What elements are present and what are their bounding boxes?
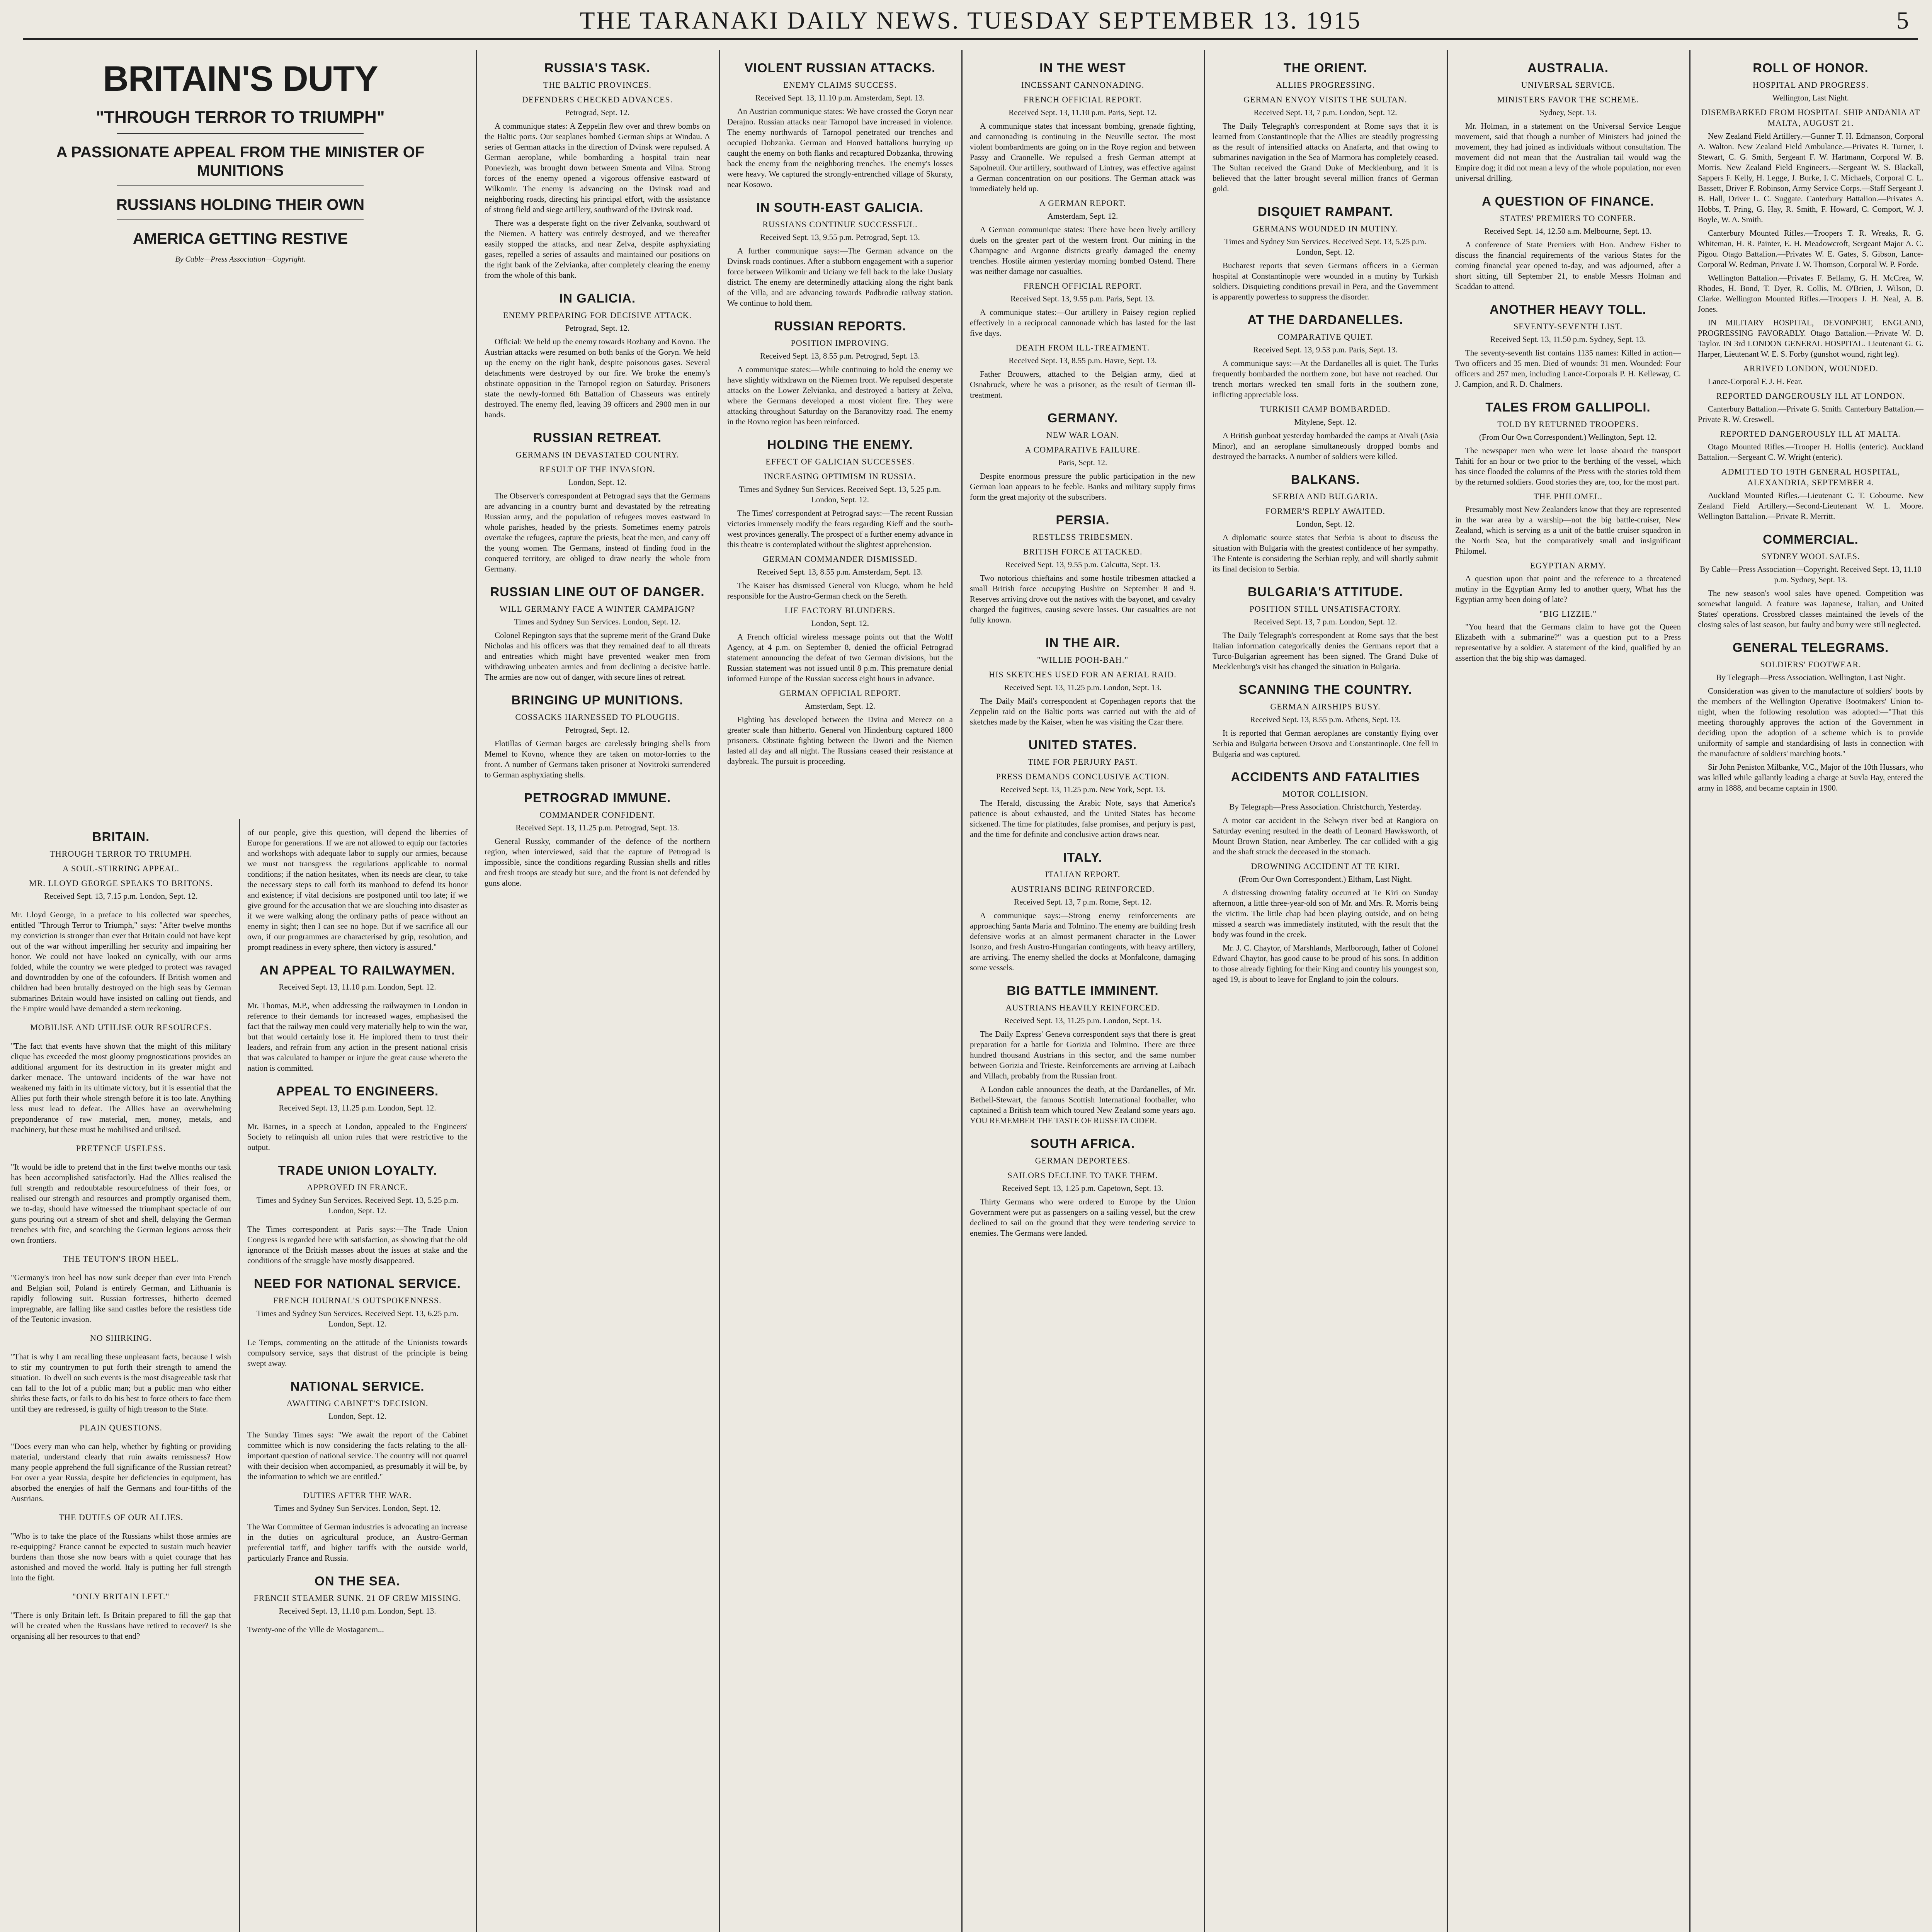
britain-sub2: A SOUL-STIRRING APPEAL. xyxy=(62,864,180,873)
galicia-sub: ENEMY PREPARING FOR DECISIVE ATTACK. xyxy=(503,310,692,320)
french-report-dateline: Received Sept. 13, 9.55 p.m. Paris, Sept. 13. xyxy=(1010,294,1155,303)
footballer-text: A London cable announces the death, at the Dardanelles, of Mr. Bethell-Stewart, the famous Scottish International footballer, who captained a British team which toured New Zealand some years ago. YOU REMEMBER THE TASTE OF RUSSETA CIDER. xyxy=(970,1085,1196,1125)
roll-arrived-text: Lance-Corporal F. J. H. Fear. xyxy=(1708,377,1803,386)
battle-heading: BIG BATTLE IMMINENT. xyxy=(1007,983,1159,998)
duties-after-war-text: The War Committee of German industries is advocating an increase in the duties on agricultural produce, an Austro-German preferential tariff, and higher tariffs with the outside world, particularly France and Russia. xyxy=(247,1522,468,1563)
italy-sub2: AUSTRIANS BEING REINFORCED. xyxy=(1010,884,1155,894)
turkish-camp-text: A British gunboat yesterday bombarded the camps at Aivali (Asia Minor), and an aeroplane simultaneously dropped bombs and destroyed the barracks. A number of soldiers were killed. xyxy=(1213,431,1438,461)
galicia-heading: IN GALICIA. xyxy=(559,291,636,305)
general-telegrams-dateline: By Telegraph—Press Association. Wellington, Last Night. xyxy=(1716,673,1905,682)
lie-factory-text: A French official wireless message points out that the Wolff Agency, at 4 p.m. on September 8, denied the official Petrograd statement announcing the defeat of two German divisions, but the Russian statement was not issued until 8 p.m. This premature denial informed Europe of the Russian success eight hours in advance. xyxy=(727,632,953,683)
russian-line-sub: WILL GERMANY FACE A WINTER CAMPAIGN? xyxy=(499,604,696,614)
national-service-need-sub: FRENCH JOURNAL'S OUTSPOKENNESS. xyxy=(273,1296,442,1305)
roll-danger-london-text: Canterbury Battalion.—Private G. Smith. Canterbury Battalion.—Private R. W. Creswell. xyxy=(1698,404,1923,424)
russian-line-heading: RUSSIAN LINE OUT OF DANGER. xyxy=(490,585,705,599)
philomel-heading: THE PHILOMEL. xyxy=(1534,492,1602,501)
persia-text: Two notorious chieftains and some hostile tribesmen attacked a small British force occupying Bushire on September 8 and 9. Reserves arriving drove out the natives with the bayonet, and cavalry charged the fugitives, causing severe losses. Our casualties are not fully known. xyxy=(970,573,1196,624)
persia-sub: RESTLESS TRIBESMEN. xyxy=(1032,532,1133,542)
rampant-heading: DISQUIET RAMPANT. xyxy=(1257,204,1393,219)
egyptian-army-heading: EGYPTIAN ARMY. xyxy=(1530,561,1606,570)
south-africa-heading: SOUTH AFRICA. xyxy=(1030,1136,1135,1151)
germany-sub2: A COMPARATIVE FAILURE. xyxy=(1025,445,1141,454)
orient-sub2: GERMAN ENVOY VISITS THE SULTAN. xyxy=(1243,95,1407,104)
west-dateline: Received Sept. 13, 11.10 p.m. Paris, Sept. 12. xyxy=(1009,108,1157,117)
russian-retreat-heading: RUSSIAN RETREAT. xyxy=(533,430,662,445)
gallipoli-heading: TALES FROM GALLIPOLI. xyxy=(1485,400,1651,414)
west-sub2: FRENCH OFFICIAL REPORT. xyxy=(1024,95,1142,104)
russia-dateline: Petrograd, Sept. 12. xyxy=(565,108,630,117)
general-telegrams-text2: Sir John Peniston Milbanke, V.C., Major of the 10th Hussars, who was killed while gallantly leading a charge at Suvla Bay, entered the army in 1888, and became captain in 1900. xyxy=(1698,762,1923,793)
britain-heading: BRITAIN. xyxy=(92,830,150,844)
national-service-dateline: London, Sept. 12. xyxy=(328,1412,386,1421)
lead-title: BRITAIN'S DUTY xyxy=(103,59,378,99)
russia-sub2: DEFENDERS CHECKED ADVANCES. xyxy=(522,95,673,104)
turkish-camp-dateline: Mitylene, Sept. 12. xyxy=(1294,417,1357,427)
britain-text4: "Germany's iron heel has now sunk deeper than ever into French and Belgian soil, Poland is entirely German, and Lithuania is rapidly following suit. Russian fortresses, hitherto deemed impregnable, are falling like sand castles before the resistless tide of the Teutonic invasion. xyxy=(11,1273,231,1324)
finance-heading: A QUESTION OF FINANCE. xyxy=(1481,194,1655,208)
accidents-heading: ACCIDENTS AND FATALITIES xyxy=(1231,770,1420,784)
bulgaria-dateline: Received Sept. 13, 7 p.m. London, Sept. 12. xyxy=(1253,617,1397,626)
australia-heading: AUSTRALIA. xyxy=(1527,61,1609,75)
death-heading: DEATH FROM ILL-TREATMENT. xyxy=(1015,343,1150,352)
heavy-toll-dateline: Received Sept. 13, 11.50 p.m. Sydney, Sept. 13. xyxy=(1490,335,1646,344)
galicia-dateline: Petrograd, Sept. 12. xyxy=(565,323,630,333)
on-the-sea-text: Twenty-one of the Ville de Mostaganem... xyxy=(247,1625,384,1634)
galicia-text: Official: We held up the enemy towards Rozhany and Kovno. The Austrian attacks were resumed on both banks of the Goryn. We held up the enemy on the right bank, despite poisonous gases. Several detachments were destroyed by our fire. We broke the enemy's obstinate opposition in the Tarnopol region on Saturday. Prisoners state the newly-formed 6th Battalion of Chasseurs was entirely destroyed. The enemy fled, leaving 39 officers and 2900 men in our hands. xyxy=(485,337,710,419)
munitions-dateline: Petrograd, Sept. 12. xyxy=(565,725,630,735)
national-service-need-dateline: Times and Sydney Sun Services. Received Sept. 13, 6.25 p.m. London, Sept. 12. xyxy=(256,1309,459,1328)
west-text: A communique states that incessant bombing, grenade fighting, and cannonading is continuing in the Neuville sector. The most violent bombardments are going on in the Roye region and between Passy and Craonelle. We repulsed a fresh German attempt at Sapolneuil. Our artillery, southward of Lintrey, was effective against a German concentration on our positions. The German attack was immediately held up. xyxy=(970,121,1196,193)
south-africa-dateline: Received Sept. 13, 1.25 p.m. Capetown, Sept. 13. xyxy=(1002,1184,1163,1193)
dardanelles-sub: COMPARATIVE QUIET. xyxy=(1277,332,1373,342)
britain-text9: of our people, give this question, will depend the liberties of Europe for generations. If we are not allowed to equip our factories and workshops with adequate labor to supply our armies, because we must not transgress the regulations applicable to normal conditions; if the nation hesitates, when its needs are clear, to take the necessary steps to call forth its manhood to defend its honor and existence; if vital decisions are postponed until too late; if we give ground for the accusation that we are slouching into disaster as if we were walking along the ordinary paths of peace without an enemy in sight; then I can see no hope. But if we sacrifice all our own, if our programmes are characterised by grip, resolution, and prompt readiness in every sphere, then victory is assured." xyxy=(247,828,468,952)
gallipoli-dateline: (From Our Own Correspondent.) Wellington, Sept. 12. xyxy=(1479,432,1657,442)
finance-text: A conference of State Premiers with Hon. Andrew Fisher to discuss the financial requirements of the various States for the coming financial year opened to-day, and was adjourned, after a short sitting, till September 21, to enable Messrs Holman and Scaddan to attend. xyxy=(1455,240,1681,291)
masthead-title: THE TARANAKI DAILY NEWS. TUESDAY SEPTEMBER 13. 1915 xyxy=(580,7,1362,34)
german-report-dateline: Amsterdam, Sept. 12. xyxy=(1047,211,1118,221)
violent-sub: ENEMY CLAIMS SUCCESS. xyxy=(783,80,897,90)
italy-dateline: Received Sept. 13, 7 p.m. Rome, Sept. 12. xyxy=(1014,897,1151,906)
us-text: The Herald, discussing the Arabic Note, says that America's patience is about exhausted, and the United States has become sickened. The time for platitudes, false promises, and perjury is past, and the time for definite and conclusive action draws near. xyxy=(970,798,1196,839)
air-sub: "WILLIE POOH-BAH." xyxy=(1037,655,1129,665)
heavy-toll-text: The seventy-seventh list contains 1135 names: Killed in action—Two officers and 35 men. Died of wounds: 31 men. Wounded: Four officers and 257 men, including Lance-Corporals P. H. Kelleway, C. J. Campion, and R. D. Chalmers. xyxy=(1455,348,1681,389)
persia-dateline: Received Sept. 13, 9.55 p.m. Calcutta, Sept. 13. xyxy=(1005,560,1160,569)
us-sub2: PRESS DEMANDS CONCLUSIVE ACTION. xyxy=(996,772,1170,781)
scanning-text: It is reported that German aeroplanes are constantly flying over Serbia and Bulgaria between Orsova and Constantinople. One fell in Bulgaria and was captured. xyxy=(1213,728,1438,759)
britain-text6: "Does every man who can help, whether by fighting or providing material, understand clearly that ruin awaits remissness? How many people apprehend the full significance of the Russian retreat? For over a year Russia, despite her deficiencies in equipment, has absorbed the energies of half the Germans and four-fifths of the Austrians. xyxy=(11,1442,231,1503)
australia-dateline: Sydney, Sept. 13. xyxy=(1539,108,1597,117)
roll-danger-malta-text: Otago Mounted Rifles.—Trooper H. Hollis (enteric). Auckland Battalion.—Sergeant C. W. Wright (enteric). xyxy=(1698,442,1923,462)
balkans-heading: BALKANS. xyxy=(1291,472,1360,486)
australia-text: Mr. Holman, in a statement on the Universal Service League movement, said that though a number of Ministers had joined the movement, they had joined as individuals without consultation. The movement did not mean that the Australian tail would wag the Empire dog; it did not mean a levy of the whole population, nor even universal drilling. xyxy=(1455,121,1681,183)
violent-dateline: Received Sept. 13, 11.10 p.m. Amsterdam, Sept. 13. xyxy=(755,93,925,102)
italy-sub: ITALIAN REPORT. xyxy=(1045,869,1121,879)
britain-only: "ONLY BRITAIN LEFT." xyxy=(72,1592,170,1601)
bulgaria-text: The Daily Telegraph's correspondent at Rome says that the best Italian information categorically denies the Germans report that a Turco-Bulgarian agreement has been signed. The Grand Duke of Mecklenburg's visit has changed the situation in Bulgaria. xyxy=(1213,631,1438,671)
battle-text: The Daily Express' Geneva correspondent says that there is great preparation for a battle for Gorizia and Tolmino. There are three hundred thousand Austrians in this sector, and the same number between Gorizia and Trieste. Reinforcements are arriving at Laibach and Villach, probably from the Russian front. xyxy=(970,1029,1196,1080)
big-lizzie-text: "You heard that the Germans claim to have got the Queen Elizabeth with a submarine?" was a question put to a Press representative by a soldier. A statement of the kind, qualified by an assertion that the big ship was damaged. xyxy=(1455,622,1681,663)
holding-dateline: Times and Sydney Sun Services. Received Sept. 13, 5.25 p.m. London, Sept. 12. xyxy=(739,485,941,504)
petrograd-immune-dateline: Received Sept. 13, 11.25 p.m. Petrograd, Sept. 13. xyxy=(515,823,679,832)
britain-plain: PLAIN QUESTIONS. xyxy=(80,1423,162,1432)
trade-union-text: The Times correspondent at Paris says:—The Trade Union Congress is regarded here with satisfaction, as showing that the old ignorance of the British masses about the issues at stake and the conditions of the struggle have mostly disappeared. xyxy=(247,1225,468,1265)
russian-reports-text: A communique states:—While continuing to hold the enemy we have slightly withdrawn on the Niemen front. We repulsed desperate attacks on the Lower Zelvianka, and destroyed a battery at Zelva, where the Germans developed a most violent fire. They were attacking throughout Saturday on the Baranovitzy road. The enemy in the Rovno region has been reinforced. xyxy=(727,365,953,426)
roll-disembarked: DISEMBARKED FROM HOSPITAL SHIP ANDANIA AT MALTA, AUGUST 21. xyxy=(1701,107,1920,128)
page-number: 5 xyxy=(1896,7,1910,34)
holding-sub: EFFECT OF GALICIAN SUCCESSES. xyxy=(765,457,915,466)
german-official-text: Fighting has developed between the Dvina and Merecz on a greater scale than hitherto. General von Hindenburg captured 1800 prisoners. Obstinate fighting between the Dwori and the Niemen lasted all day and all night. The Russians ceased their resistance at daybreak. The pursuit is proceeding. xyxy=(727,715,953,766)
roll-column xyxy=(1692,50,1929,1932)
air-sub2: HIS SKETCHES USED FOR AN AERIAL RAID. xyxy=(989,670,1177,679)
roll-sub: HOSPITAL AND PROGRESS. xyxy=(1753,80,1869,90)
general-telegrams-heading: GENERAL TELEGRAMS. xyxy=(1732,640,1889,655)
roll-heading: ROLL OF HONOR. xyxy=(1753,61,1869,75)
chaytor-text: Mr. J. C. Chaytor, of Marshlands, Marlborough, father of Colonel Edward Chaytor, has good cause to be proud of his sons. In addition to those already fighting for their King and country his youngest son, aged 19, is about to leave for England to join the colours. xyxy=(1213,943,1438,984)
britain-duties: THE DUTIES OF OUR ALLIES. xyxy=(58,1512,184,1522)
balkans-sub2: FORMER'S REPLY AWAITED. xyxy=(1265,506,1386,516)
rampant-text: Bucharest reports that seven Germans officers in a German hospital at Constantinople were wounded in a mutiny by Turkish soldiers. Disquieting conditions prevail in Pera, and the Government is apparently powerless to suppress the disorder. xyxy=(1213,261,1438,301)
french-report-heading: FRENCH OFFICIAL REPORT. xyxy=(1024,281,1142,291)
german-report-text: A German communique states: There have been lively artillery duels on the greater part of the western front. Our mining in the Champagne and Argonne districts greatly damaged the enemy trenches. Hostile airmen yesterday morning bombed Ostend. There was neither damage nor casualties. xyxy=(970,225,1196,276)
trade-union-dateline: Times and Sydney Sun Services. Received Sept. 13, 5.25 p.m. London, Sept. 12. xyxy=(256,1196,459,1215)
rampant-dateline: Times and Sydney Sun Services. Received Sept. 13, 5.25 p.m. London, Sept. 12. xyxy=(1224,237,1427,257)
russia-heading: RUSSIA'S TASK. xyxy=(544,61,651,75)
russia-text1: A communique states: A Zeppelin flew over and threw bombs on the Baltic ports. Our seaplanes bombed German ships at Windau. A series of German attacks in the direction of Dvinsk were repulsed. A German aeroplane, while bombarding a hospital train near Poneviezh, was brought down between Smenta and Vilna. Strong forces of the enemy opened a vigorous offensive eastward of Wilkomir. The enemy is advancing on the Dvinsk road and neighboring roads, directing his principal effort, with the assistance of strong field and siege artillery, southward of the Dvinsk road. xyxy=(485,121,710,214)
britain-text3: "It would be idle to pretend that in the first twelve months our task has been accomplished satisfactorily. Had the Allies realised the full strength and redoubtable resourcefulness of their foes, or realised our strength and resources and promptly organised them, we to-day, should have witnessed the triumphant spectacle of our guns pouring out a stream of shot and shell, delaying the German trenches with fire, and scorching the German legions across their own frontiers. xyxy=(11,1162,231,1245)
lead-subtitle-russians: RUSSIANS HOLDING THEIR OWN xyxy=(116,196,365,213)
roll-alexandria: ADMITTED TO 19TH GENERAL HOSPITAL, ALEXANDRIA, SEPTEMBER 4. xyxy=(1721,467,1900,487)
french-report-text: A communique states:—Our artillery in Paisey region replied effectively in a reciprocal cannonade which has lasted for the last five days. xyxy=(970,308,1196,338)
west-heading: IN THE WEST xyxy=(1039,61,1126,75)
us-heading: UNITED STATES. xyxy=(1028,738,1137,752)
se-galicia-dateline: Received Sept. 13, 9.55 p.m. Petrograd, Sept. 13. xyxy=(760,233,920,242)
roll-text4: Wellington Battalion.—Privates F. Bellamy, G. H. McCrea, W. Rhodes, H. Bond, T. Dyer, R. Collis, M. O'Brien, J. Wilson, D. Clarke. Wellington Mounted Rifles.—Troopers J. H. Neal, A. B. Jones. xyxy=(1698,273,1923,314)
orient-heading: THE ORIENT. xyxy=(1283,61,1367,75)
railwaymen-heading: AN APPEAL TO RAILWAYMEN. xyxy=(259,963,456,977)
railwaymen-text: Mr. Thomas, M.P., when addressing the railwaymen in London in reference to their demands for increased wages, emphasised the fact that the railway men could very materially help to win the war, but that would certainly lose it. He implored them to trust their leaders, and refrain from any action in the present national crisis that was calculated to hamper or injure the great cause whereto the nation is committed. xyxy=(247,1001,468,1073)
munitions-sub: COSSACKS HARNESSED TO PLOUGHS. xyxy=(515,712,680,722)
engineers-text: Mr. Barnes, in a speech at London, appealed to the Engineers' Society to relinquish all union rules that were restrictive to the output. xyxy=(247,1122,468,1152)
holding-text: The Times' correspondent at Petrograd says:—The recent Russian victories immensely modify the fears regarding Kieff and the south-west provinces generally. The prospect of a further enemy advance in this theatre is contemplated without the slightest apprehension. xyxy=(727,509,953,549)
german-report-heading: A GERMAN REPORT. xyxy=(1039,198,1126,208)
philomel-text: Presumably most New Zealanders know that they are represented in the war area by a warship—not the big battle-cruiser, New Zealand, which is serving as a unit of the battle cruiser squadron in the North Sea, but the comparatively small and insignificant Philomel. xyxy=(1455,505,1681,556)
italy-heading: ITALY. xyxy=(1063,850,1102,864)
finance-sub: STATES' PREMIERS TO CONFER. xyxy=(1500,213,1636,223)
britain-sub3: MR. LLOYD GEORGE SPEAKS TO BRITONS. xyxy=(29,878,213,888)
britain-subcolumn-left xyxy=(11,819,231,1650)
se-galicia-sub: RUSSIANS CONTINUE SUCCESSFUL. xyxy=(762,219,918,229)
accidents-text: A motor car accident in the Selwyn river bed at Rangiora on Saturday evening resulted in the death of Leonard Hawksworth, of Mount Brown Station, near Amberley. The car collided with a gig and the shaft struck the deceased in the stomach. xyxy=(1213,816,1438,856)
se-galicia-text: A further communique says:—The German advance on the Dvinsk roads continues. After a stubborn engagement with a superior force between Wilkomir and Uciany we fell back to the lake Dusiaty district. The enemy are determinedly attacking along the right bank of the Villa, and are advancing towards Podbrodie railway station. We continue to hold them. xyxy=(727,246,953,308)
roll-text5: IN MILITARY HOSPITAL, DEVONPORT, ENGLAND, PROGRESSING FAVORABLY. Otago Battalion.—Private W. D. Taylor. IN 3rd LONDON GENERAL HOSPITAL. Lieutenant G. G. Harper, Lieutenant W. E. S. Forby (gunshot wound, right leg). xyxy=(1698,318,1923,359)
dardanelles-dateline: Received Sept. 13, 9.53 p.m. Paris, Sept. 13. xyxy=(1253,345,1398,354)
lie-factory-dateline: London, Sept. 12. xyxy=(811,619,869,628)
duties-after-war-dateline: Times and Sydney Sun Services. London, Sept. 12. xyxy=(274,1503,441,1513)
britain-text5: "That is why I am recalling these unpleasant facts, because I wish to stir my countrymen to put forth their strength to amend the situation. To dwell on such events is the most disagreeable task that can fall to the lot of a public man; but a public man who either shirks these facts, or fails to do his best to force others to face them until they are redressed, is guilty of high treason to the State. xyxy=(11,1352,231,1413)
orient-dateline: Received Sept. 13, 7 p.m. London, Sept. 12. xyxy=(1253,108,1397,117)
germany-text: Despite enormous pressure the public participation in the new German loan appears to be feeble. Banks and military supply firms form the great majority of the subscribers. xyxy=(970,471,1196,502)
rampant-sub: GERMANS WOUNDED IN MUTINY. xyxy=(1252,224,1398,233)
russia-column xyxy=(479,50,716,1932)
holding-sub2: INCREASING OPTIMISM IN RUSSIA. xyxy=(764,471,917,481)
germany-heading: GERMANY. xyxy=(1047,411,1118,425)
britain-pretence: PRETENCE USELESS. xyxy=(76,1143,166,1153)
on-the-sea-dateline: Received Sept. 13, 11.10 p.m. London, Sept. 13. xyxy=(279,1606,436,1616)
violent-attacks-column xyxy=(722,50,958,1932)
dismissed-dateline: Received Sept. 13, 8.55 p.m. Amsterdam, Sept. 13. xyxy=(757,567,923,577)
german-official-heading: GERMAN OFFICIAL REPORT. xyxy=(779,688,901,698)
dardanelles-heading: AT THE DARDANELLES. xyxy=(1247,313,1403,327)
trade-union-sub: APPROVED IN FRANCE. xyxy=(307,1182,408,1192)
violent-text: An Austrian communique states: We have crossed the Goryn near Derajno. Russian attacks near Tarnopol have increased in violence. The enemy northwards of Tarnopol penetrated our trenches and occupied Dobzanka. German and Honved battalions hurrying up caught the enemy on both flanks and recaptured Dobzanka, throwing back the enemy from the neighboring trenches. The enemy's losses were heavy. We captured the strongly-entrenched village of Skuraty, near Kosowo. xyxy=(727,107,953,189)
death-dateline: Received Sept. 13, 8.55 p.m. Havre, Sept. 13. xyxy=(1009,356,1157,365)
railwaymen-dateline: Received Sept. 13, 11.10 p.m. London, Sept. 12. xyxy=(279,982,436,992)
britain-text8: "There is only Britain left. Is Britain prepared to fill the gap that will be created when the Russians have retired to recover? Is she organising all her resources to that end? xyxy=(11,1611,231,1641)
holding-heading: HOLDING THE ENEMY. xyxy=(767,437,913,452)
masthead xyxy=(23,3,1918,40)
russian-reports-sub: POSITION IMPROVING. xyxy=(791,338,889,348)
roll-alexandria-text: Auckland Mounted Rifles.—Lieutenant C. T. Cobourne. New Zealand Field Artillery.—Second-Lieutenant W. L. Moore. Wellington Battalion.—Private R. Merritt. xyxy=(1698,491,1923,521)
general-telegrams-sub: SOLDIERS' FOOTWEAR. xyxy=(1760,660,1861,669)
south-africa-text: Thirty Germans who were ordered to Europe by the Union Government were put as passengers on a sailing vessel, but the crew declined to sail on the ground that they were tendering service to enemies. The Germans were landed. xyxy=(970,1197,1196,1238)
germany-dateline: Paris, Sept. 12. xyxy=(1058,458,1107,467)
persia-sub2: BRITISH FORCE ATTACKED. xyxy=(1023,547,1143,556)
australia-sub: UNIVERSAL SERVICE. xyxy=(1521,80,1615,90)
australia-sub2: MINISTERS FAVOR THE SCHEME. xyxy=(1497,95,1639,104)
australia-column xyxy=(1450,50,1686,1932)
britain-text7: "Who is to take the place of the Russians whilst those armies are re-equipping? France cannot be expected to sustain much heavier burdens than those she now bears with a quiet courage that has astonished and moved the world. Italy is putting her full strength into the fight. xyxy=(11,1531,231,1582)
dismissed-text: The Kaiser has dismissed General von Kluego, whom he held responsible for the Austro-German check on the Sereth. xyxy=(727,581,953,600)
russia-text2: There was a desperate fight on the river Zelvanka, southward of the Niemen. A battery was entirely destroyed, and we thereafter easily stopped the attacks, and near Zelva, despite asphyxiating gases, repelled a series of assaults and maintained our positions on the right bank of the Zelvianka, after completely clearing the enemy from the whole of this bank. xyxy=(485,218,710,280)
russian-line-text: Colonel Repington says that the supreme merit of the Grand Duke Nicholas and his officers was that they remained deaf to all threats and entreaties which might have prevented weaker men from withdrawing unbeaten armies and from declining a decisive battle. The armies are now out of danger, with secure lines of retreat. xyxy=(485,631,710,682)
air-heading: IN THE AIR. xyxy=(1045,636,1120,650)
finance-dateline: Received Sept. 14, 12.50 a.m. Melbourne, Sept. 13. xyxy=(1484,226,1652,236)
dismissed-heading: GERMAN COMMANDER DISMISSED. xyxy=(762,554,918,564)
britain-text1: Mr. Lloyd George, in a preface to his collected war speeches, entitled "Through Terror to Triumph," says: "After twelve months my conviction is stronger than ever that Britain could not have kept out of the war without imperilling her security and impairing her honor. We could not have looked on cynically, with our arms folded, while the country we were pledged to protect was ravaged and downtrodden by one of the cofounders. If British women and children had been brutally destroyed on the high seas by German submarines Britain would have insisted on calling out fiends, and the Empire would have demanded a stern reckoning. xyxy=(11,910,231,1013)
roll-danger-london: REPORTED DANGEROUSLY ILL AT LONDON. xyxy=(1716,391,1905,401)
duties-after-war-heading: DUTIES AFTER THE WAR. xyxy=(303,1490,412,1500)
commercial-heading: COMMERCIAL. xyxy=(1763,532,1859,546)
scanning-dateline: Received Sept. 13, 8.55 p.m. Athens, Sept. 13. xyxy=(1250,715,1401,724)
italy-text: A communique says:—Strong enemy reinforcements are approaching Santa Maria and Tolmino. The enemy are building fresh defensive works at an almost permanent character in the Lower Isonzo, and fresh Austro-Hungarian contingents, with heavy artillery, are arriving. The enemy shelled the docks at Monfalcone, damaging some vessels. xyxy=(970,911,1196,972)
russian-retreat-text: The Observer's correspondent at Petrograd says that the Germans are advancing in a country burnt and devastated by the retreating Russian army, and the population of refugees moves eastward in whole parishes, headed by the priests. Sometimes enemy patrols overtake the refugees, capture the priests, beat the men, and carry off the young women. The Germans, instead of finding food in the conquered territory, are obliged to draw nearly the whole from Germany. xyxy=(485,491,710,573)
britain-dateline: Received Sept. 13, 7.15 p.m. London, Sept. 12. xyxy=(44,891,198,901)
west-sub: INCESSANT CANNONADING. xyxy=(1021,80,1145,90)
lead-subtitle-appeal: A PASSIONATE APPEAL FROM THE MINISTER OF MUNITIONS xyxy=(56,144,425,179)
engineers-heading: APPEAL TO ENGINEERS. xyxy=(276,1084,439,1098)
roll-text2: New Zealand Field Artillery.—Gunner T. H. Edmanson, Corporal A. Walton. New Zealand Field Ambulance.—Privates R. Turner, I. Stewart, C. G. Smith, Sergeant F. W. Hartmann, Corporal W. B. Morris. New Zealand Field Engineers.—Sergeant W. S. Blackall, Sappers F. Kelly, H. Legge, J. Burke, I. C. Michaels, Corporal C. L. Bassett, Driver F. Robinson, Army Service Corps.—Staff Sergeant J. B. Hall, Driver L. C. Suggate. Canterbury Battalion.—Privates A. Hobbs, T. Pring, G. Hay, R. Smith, F. Howard, C. Comport, W. J. Boyle, W. A. Smith. xyxy=(1698,131,1923,224)
lie-factory-heading: LIE FACTORY BLUNDERS. xyxy=(784,605,896,615)
drowning-text: A distressing drowning fatality occurred at Te Kiri on Sunday afternoon, a little three-year-old son of Mr. and Mrs. R. Morris being the victim. The little chap had been playing outside, and on being missed a search was immediately instituted, with the result that the body was found in the creek. xyxy=(1213,888,1438,939)
drowning-dateline: (From Our Own Correspondent.) Eltham, Last Night. xyxy=(1238,874,1412,884)
scanning-sub: GERMAN AIRSHIPS BUSY. xyxy=(1270,702,1381,711)
roll-danger-malta: REPORTED DANGEROUSLY ILL AT MALTA. xyxy=(1720,429,1901,439)
russian-retreat-sub2: RESULT OF THE INVASION. xyxy=(539,464,655,474)
lead-byline: By Cable—Press Association—Copyright. xyxy=(175,255,306,264)
violent-heading: VIOLENT RUSSIAN ATTACKS. xyxy=(744,61,936,75)
death-text: Father Brouwers, attached to the Belgian army, died at Osnabruck, where he was a prisoner, as the result of German ill-treatment. xyxy=(970,369,1196,400)
engineers-dateline: Received Sept. 13, 11.25 p.m. London, Sept. 12. xyxy=(279,1103,436,1112)
se-galicia-heading: IN SOUTH-EAST GALICIA. xyxy=(756,200,924,214)
heavy-toll-heading: ANOTHER HEAVY TOLL. xyxy=(1490,302,1646,316)
south-africa-sub2: SAILORS DECLINE TO TAKE THEM. xyxy=(1007,1170,1158,1180)
russian-retreat-sub: GERMANS IN DEVASTATED COUNTRY. xyxy=(515,450,679,459)
us-sub: TIME FOR PERJURY PAST. xyxy=(1027,757,1138,767)
national-service-sub: AWAITING CABINET'S DECISION. xyxy=(286,1398,429,1408)
roll-arrived: ARRIVED LONDON, WOUNDED. xyxy=(1743,364,1878,373)
on-the-sea-sub: FRENCH STEAMER SUNK. 21 OF CREW MISSING. xyxy=(253,1593,461,1603)
turkish-camp-heading: TURKISH CAMP BOMBARDED. xyxy=(1260,404,1391,414)
russian-reports-heading: RUSSIAN REPORTS. xyxy=(774,319,906,333)
britain-shirking: NO SHIRKING. xyxy=(90,1333,152,1343)
national-service-need-text: Le Temps, commenting on the attitude of the Unionists towards compulsory service, says that distrust of the principle is being swept away. xyxy=(247,1338,468,1368)
lead-subtitle-terror: "THROUGH TERROR TO TRIUMPH" xyxy=(96,108,385,127)
commercial-dateline: By Cable—Press Association—Copyright. Received Sept. 13, 11.10 p.m. Sydney, Sept. 13. xyxy=(1700,565,1922,584)
air-dateline: Received Sept. 13, 11.25 p.m. London, Sept. 13. xyxy=(1004,683,1162,692)
britain-sub: THROUGH TERROR TO TRIUMPH. xyxy=(49,849,192,859)
scanning-heading: SCANNING THE COUNTRY. xyxy=(1238,682,1412,697)
roll-dateline: Wellington, Last Night. xyxy=(1772,93,1849,102)
commercial-text: The new season's wool sales have opened. Competition was somewhat languid. A feature was Japanese, Italian, and United States' operations. Crossbred classes maintained the levels of the closing sales of last season, but faulty and burry were still neglected. xyxy=(1698,588,1923,629)
russian-reports-dateline: Received Sept. 13, 8.55 p.m. Petrograd, Sept. 13. xyxy=(760,351,920,361)
roll-text3: Canterbury Mounted Rifles.—Troopers T. R. Wreaks, R. G. Whiteman, H. R. Painter, E. H. Meadowcroft, Sergeant Major A. C. Pigou. Otago Battalion.—Privates W. E. Gates, S. Gibson, Lance-Corporal W. Redman, Private J. W. Thomson, Corporal W. P. Forde. xyxy=(1698,228,1923,269)
russian-retreat-dateline: London, Sept. 12. xyxy=(568,478,626,487)
national-service-text: The Sunday Times says: "We await the report of the Cabinet committee which is now considering the facts relating to the all-important question of national service. The country will not quarrel with their decision when accompanied, as presumably it will be, by the information to which we are entitled." xyxy=(247,1430,468,1481)
balkans-text: A diplomatic source states that Serbia is about to discuss the situation with Bulgaria with the greatest confidence of her sympathy. The Entente is considering the Serbian reply, and will shortly submit its final decision to Serbia. xyxy=(1213,533,1438,573)
bulgaria-heading: BULGARIA'S ATTITUDE. xyxy=(1248,585,1403,599)
accidents-sub: MOTOR COLLISION. xyxy=(1282,789,1369,799)
petrograd-immune-heading: PETROGRAD IMMUNE. xyxy=(524,791,671,805)
us-dateline: Received Sept. 13, 11.25 p.m. New York, Sept. 13. xyxy=(1000,785,1165,794)
west-column xyxy=(964,50,1201,1932)
britain-teuton: THE TEUTON'S IRON HEEL. xyxy=(63,1254,179,1264)
britain-subcolumn-right xyxy=(247,819,468,1643)
petrograd-immune-sub: COMMANDER CONFIDENT. xyxy=(539,810,655,820)
accidents-dateline: By Telegraph—Press Association. Christchurch, Yesterday. xyxy=(1229,802,1422,811)
russian-line-dateline: Times and Sydney Sun Services. London, Sept. 12. xyxy=(514,617,681,626)
battle-sub: AUSTRIANS HEAVILY REINFORCED. xyxy=(1005,1003,1160,1012)
orient-text: The Daily Telegraph's correspondent at Rome says that it is learned from Constantinople that the Allies are steadily progressing as the result of intensified attacks on Anafarta, and that owing to submarines navigation in the Sea of Marmora has completely ceased. The Sultan received the Grand Duke of Mecklenburg, and it is believed that the latter brought several million francs of German gold. xyxy=(1213,121,1438,193)
balkans-sub: SERBIA AND BULGARIA. xyxy=(1272,492,1378,501)
national-service-heading: NATIONAL SERVICE. xyxy=(290,1379,425,1393)
big-lizzie-heading: "BIG LIZZIE." xyxy=(1539,609,1597,619)
germany-sub: NEW WAR LOAN. xyxy=(1046,430,1119,440)
heavy-toll-sub: SEVENTY-SEVENTH LIST. xyxy=(1513,321,1623,331)
lead-subtitle-america: AMERICA GETTING RESTIVE xyxy=(133,230,348,247)
orient-column xyxy=(1207,50,1444,1932)
battle-dateline: Received Sept. 13, 11.25 p.m. London, Sept. 13. xyxy=(1004,1016,1162,1025)
gallipoli-sub: TOLD BY RETURNED TROOPERS. xyxy=(1497,419,1639,429)
bulgaria-sub: POSITION STILL UNSATISFACTORY. xyxy=(1249,604,1401,614)
britain-text2: "The fact that events have shown that the might of this military clique has exceeded the most gloomy prognostications provides an additional argument for its destruction in its greater might and darker menace. The untoward incidents of the war have not weakened my faith in its ultimate victory, but it is essential that the Allies put forth their whole strength before it is too late. Anything less must lead to defeat. The Allies have an overwhelming preponderance of raw material, men, money, metals, and machinery, but these must be mobilised and utilised. xyxy=(11,1041,231,1134)
general-telegrams-text: Consideration was given to the manufacture of soldiers' boots by the members of the Wellington Operative Bootmakers' Union to-night, when the following resolution was adopted:—"That this meeting thoroughly approves the action of the Government in deciding upon the adoption of a scheme which is to provide uniformity of sample and standardising of lasts in connection with the manufacture of soldiers' marching boots." xyxy=(1698,686,1923,758)
egyptian-army-text: A question upon that point and the reference to a threatened mutiny in the Egyptian Army led to another query, What has the Egyptian army been doing of late? xyxy=(1455,574,1681,604)
german-official-dateline: Amsterdam, Sept. 12. xyxy=(804,701,876,711)
dardanelles-text: A communique says:—At the Dardanelles all is quiet. The Turks frequently bombarded the northern zone, but have not reached. Our trench mortars wrecked ten small forts in the southern zone, inflicting appreciable loss. xyxy=(1213,359,1438,399)
russia-sub1: THE BALTIC PROVINCES. xyxy=(543,80,651,90)
drowning-heading: DROWNING ACCIDENT AT TE KIRI. xyxy=(1251,861,1400,871)
gallipoli-text: The newspaper men who were let loose aboard the transport Tahiti for an hour or two prior to the berthing of the vessel, which has since flooded the columns of the Press with the stories told them by the returned soldiers. Good stories they are, too, for the most part. xyxy=(1455,446,1681,486)
trade-union-heading: TRADE UNION LOYALTY. xyxy=(277,1163,437,1177)
balkans-dateline: London, Sept. 12. xyxy=(1296,519,1354,529)
persia-heading: PERSIA. xyxy=(1056,513,1110,527)
petrograd-immune-text: General Russky, commander of the defence of the northern region, when interviewed, said that the capture of Petrograd is impossible, since the conditions regarding Russian shells and rifles and fresh troops are steady but sure, and the front is not defended by guns alone. xyxy=(485,837,710,888)
national-service-need-heading: NEED FOR NATIONAL SERVICE. xyxy=(254,1276,461,1291)
munitions-heading: BRINGING UP MUNITIONS. xyxy=(511,693,684,707)
britain-mobilise: MOBILISE AND UTILISE OUR RESOURCES. xyxy=(30,1022,212,1032)
commercial-sub: SYDNEY WOOL SALES. xyxy=(1761,551,1860,561)
on-the-sea-heading: ON THE SEA. xyxy=(315,1574,400,1588)
south-africa-sub: GERMAN DEPORTEES. xyxy=(1035,1156,1131,1165)
air-text: The Daily Mail's correspondent at Copenhagen reports that the Zeppelin raid on the Baltic ports was carried out with the aid of sketches made by the Kaiser, when he was visiting the Czar there. xyxy=(970,696,1196,726)
munitions-text: Flotillas of German barges are carelessly bringing shells from Memel to Kovno, whence they are taken on motor-lorries to the front. A number of Germans taken prisoner at Novitroki surrendered to German asphyxiating shells. xyxy=(485,739,710,779)
orient-sub: ALLIES PROGRESSING. xyxy=(1276,80,1375,90)
